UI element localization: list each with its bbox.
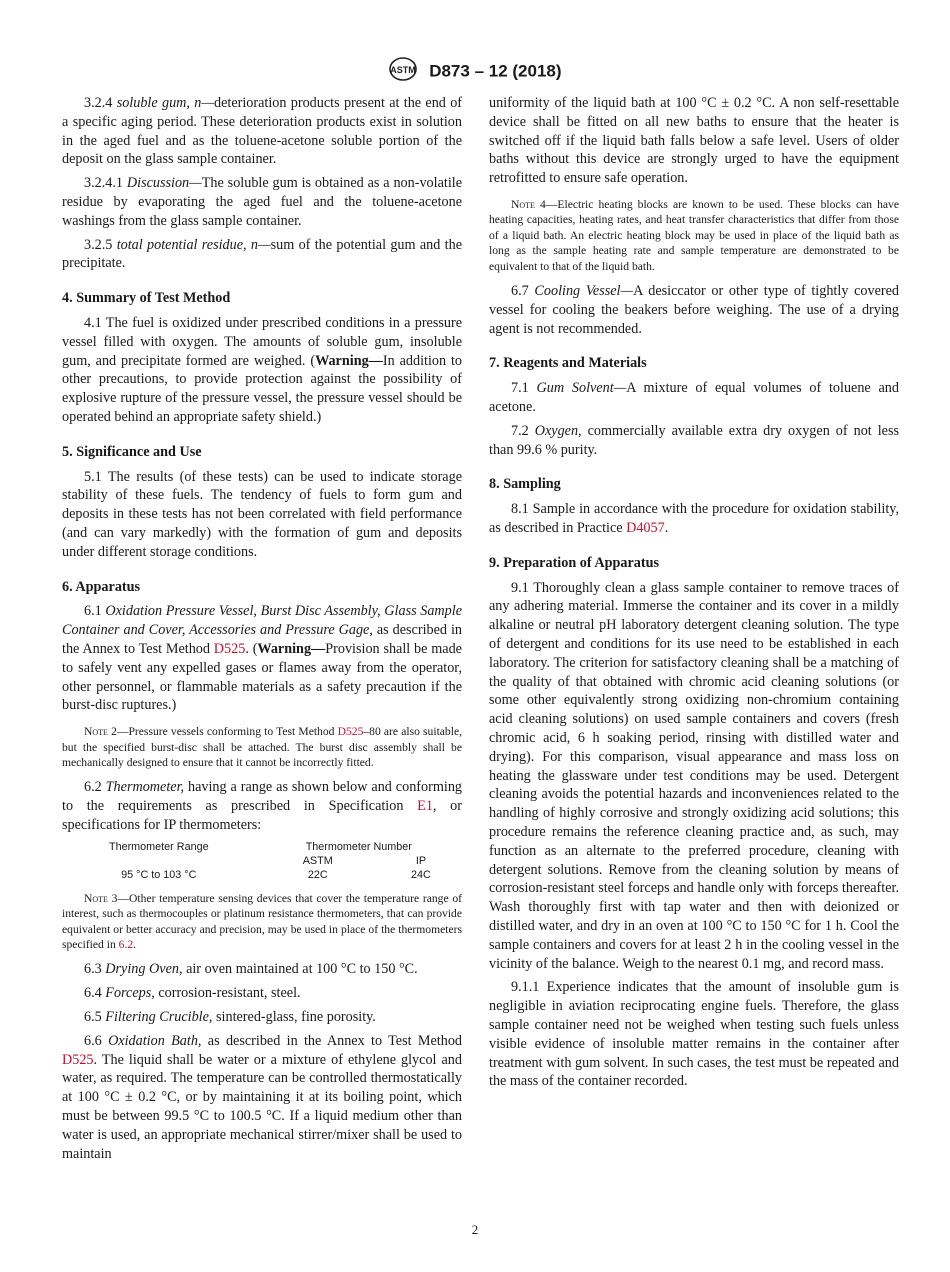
paragraph [489, 94, 899, 188]
text-run: sintered-glass, fine porosity. [212, 1008, 376, 1025]
text-run: 4.1 The fuel is oxidized under prescribed conditions in a pressure vessel filled with oxygen. The amounts of soluble gum, insoluble gum, and precipitate formed are weighed. ( [62, 314, 462, 369]
text-run: . [133, 937, 137, 951]
paragraph [62, 236, 462, 274]
note-paragraph [62, 891, 462, 953]
text-run: 7. Reagents and Materials [489, 355, 647, 372]
term-text: Gum Solvent— [536, 380, 627, 397]
text-run: . The liquid shall be water or a mixture of ethylene glycol and water, as required. The temperature can be controlled thermostatically at 100 °C ± 0.2 °C, or by maintaining it at its boiling point, which must be between 99.5 °C to 100.5 °C. If a liquid medium other than water is used, an appropriate mechanical stirrer/mixer shall be used to maintain [62, 1051, 462, 1162]
text-run: corrosion-resistant, steel. [154, 985, 301, 1002]
text-run: 6.6 [84, 1032, 109, 1049]
reference-link[interactable]: 6.2 [118, 937, 134, 951]
paragraph [489, 500, 899, 538]
text-run: deterioration products present at the end of a specific aging period. These deterioration products exist in solution in the aged fuel and as the toluene-acetone soluble portion of the deposit on the glass sample container. [62, 95, 463, 168]
text-run: as described in the Annex to Test Method [201, 1032, 463, 1049]
text-run: –80 are also suitable, but the specified burst-disc shall be attached. The burst disc assembly shall be mechanically designed to ensure that it cannot be incorrectly fitted. [62, 725, 462, 769]
text-run: uniformity of the liquid bath at 100 °C ± 0.2 °C. A non self-resettable device shall be fitted on all new baths to ensure that the heater is switched off if the liquid bath falls below a safe level. Users of older baths without this device are strongly urged to have the equipment retrofitted to ensure safe operation. [489, 95, 899, 187]
reference-link[interactable]: D4057 [626, 519, 665, 536]
term-text: Drying Oven, [105, 961, 183, 978]
text-run: 6.2 [84, 779, 106, 796]
term-text: total potential residue, n— [116, 236, 271, 253]
term-text: soluble gum, n— [116, 95, 214, 111]
text-run: 9. Preparation of Apparatus [489, 554, 659, 571]
text-run: 4. Summary of Test Method [62, 290, 231, 307]
table-cell-ip: 24C [411, 868, 431, 881]
paragraph [62, 1032, 462, 1164]
page-header [0, 56, 950, 87]
right-column [489, 94, 899, 1096]
text-run: 3.2.4 [84, 95, 117, 111]
reference-link[interactable]: D525 [213, 640, 246, 657]
note-paragraph [62, 724, 462, 770]
warning-label: Warning— [257, 640, 326, 657]
term-text: Oxidation Bath, [108, 1032, 202, 1049]
text-run: 9.1 Thoroughly clean a glass sample container to remove traces of any adhering material. Immerse the container and its cover in a mildly alkaline or neutral pH laboratory detergent cleaning solution. The type of detergent and conditions for its use need to be established in each laboratory. The criterion for satisfactory cleaning shall be a matching of the quality of that obtained with chromic acid cleaning solutions (or some other equivalently strong oxidizing non-chromium containing acid cleaning solutions) on used sample containers and covers (fresh chromic acid, 6 h soaking period, rinsing with distilled water and drying). For this comparison, visual appearance and mass loss on heating the glassware under test conditions may be used. Detergent cleaning avoids the potential hazards and inconveniences related to the handling of highly corrosive and strongly oxidizing acid solutions; this procedure remains the reference cleaning practice and, as such, may function as an alternate to the preferred procedure, cleaning with detergent solutions. Remove from the cleaning solution by means of corrosion-resistant steel forceps and handle only with forceps thereafter. Wash thoroughly first with tap water and then with deionized or distilled water, and dry in an oven at 100 °C to 150 °C for 1 h. Cool the sample containers and covers for at least 2 h in the cooling vessel in the vicinity of the balance. Weigh to the nearest 0.1 mg, and record mass. [489, 579, 899, 972]
paragraph [489, 379, 899, 417]
table-header-range: Thermometer Range [108, 840, 209, 853]
reference-link[interactable]: D525 [337, 725, 364, 739]
warning-label: Warning— [315, 352, 383, 369]
page-number: 2 [471, 1222, 479, 1237]
text-run: 7.1 [511, 380, 537, 397]
text-run: 8.1 Sample in accordance with the procedure for oxidation stability, as described in Practice [489, 501, 899, 536]
note-paragraph [489, 197, 899, 274]
text-run: A desiccator or other type of tightly covered vessel for cooling the beakers before weighing. The use of a drying agent is not recommended. [489, 283, 899, 337]
paragraph [62, 174, 462, 230]
term-text: Thermometer, [105, 779, 185, 796]
paragraph [62, 960, 462, 979]
term-text: Discussion— [126, 175, 202, 192]
section-heading [489, 475, 899, 494]
text-run: , or specifications for IP thermometers: [62, 798, 462, 833]
note-label: Note [84, 891, 108, 905]
paragraph [62, 1008, 462, 1027]
term-text: Oxygen, [534, 422, 582, 439]
term-text: Cooling Vessel— [534, 283, 634, 300]
note-label: Note [511, 197, 535, 211]
paragraph [62, 314, 462, 427]
paragraph [62, 94, 462, 169]
thermometer-table [62, 840, 462, 882]
text-run: 9.1.1 Experience indicates that the amount of insoluble gum is negligible in aviation reciprocating engine fuels. Therefore, the glass sample container need not be weighed when testing such fuels unless visible evidence of insoluble matter remains in the container after treatment with gum solvent. In such cases, the test must be repeated and the mass of the container recorded. [489, 979, 899, 1090]
text-run: sum of the potential gum and the precipitate. [62, 236, 463, 272]
term-text: Forceps, [105, 985, 155, 1002]
paragraph [489, 579, 899, 974]
text-run: 6.4 [84, 985, 106, 1002]
table-subheader-astm: ASTM [302, 854, 333, 867]
text-run: 5.1 The results (of these tests) can be used to indicate storage stability of these fuels. The tendency of fuels to form gum and deposits in these tests has not been correlated with field performance (and can vary markedly) with the formation of gum and deposits under different storage conditions. [62, 468, 462, 560]
text-run: Provision shall be made to safely vent any expelled gases or flames away from the operator, other personnel, or flammable materials as a safety precaution if the burst-disc ruptures.) [62, 640, 462, 714]
table-header-number: Thermometer Number [305, 840, 412, 853]
text-run: 6.7 [511, 283, 535, 300]
text-run: . [664, 519, 669, 536]
section-heading [62, 578, 462, 597]
text-run: In addition to other precautions, to provide protection against the possibility of explosive rupture of the pressure vessel, the pressure vessel should be operated behind an appropriate safety shield.) [62, 352, 462, 425]
section-heading [62, 443, 462, 462]
text-run: A mixture of equal volumes of toluene and acetone. [489, 380, 899, 415]
text-run: 8. Sampling [489, 476, 561, 493]
reference-link[interactable]: E1 [417, 798, 433, 815]
table-cell-astm: 22C [307, 868, 328, 881]
left-column [62, 94, 462, 1168]
text-run: 7.2 [511, 422, 535, 439]
section-heading [489, 354, 899, 373]
text-run: 2—Pressure vessels conforming to Test Method [107, 725, 338, 739]
document-designation: D873 – 12 (2018) [429, 61, 562, 81]
text-run: 3—Other temperature sensing devices that cover the temperature range of interest, such as thermocouples or platinum resistance thermometers, that can provide equivalent or better accuracy and precision, may be used in place of the thermometers specified in [62, 891, 462, 951]
text-run: . ( [245, 640, 258, 657]
paragraph [489, 422, 899, 460]
term-text: Oxidation Pressure Vessel, Burst Disc Assembly, Glass Sample Container and Cover, Accessories and Pressure Gage, [62, 603, 462, 639]
text-run: 3.2.5 [84, 236, 117, 253]
paragraph [62, 778, 462, 834]
text-run: as described in the Annex to Test Method [62, 622, 462, 657]
paragraph [62, 984, 462, 1003]
term-text: Filtering Crucible, [105, 1008, 213, 1025]
text-run: 6.3 [84, 961, 106, 978]
paragraph [489, 978, 899, 1091]
table-cell-range: 95 °C to 103 °C [121, 868, 197, 881]
text-run: air oven maintained at 100 °C to 150 °C. [182, 961, 418, 978]
svg-text:ASTM: ASTM [390, 65, 417, 75]
text-run: The soluble gum is obtained as a non-volatile residue by evaporating the aged fuel and the toluene-acetone washings from the glass sample container. [62, 175, 463, 229]
text-run: 5. Significance and Use [62, 443, 202, 460]
section-heading [62, 289, 462, 308]
text-run: 6. Apparatus [62, 578, 141, 595]
section-heading [489, 554, 899, 573]
paragraph [62, 468, 462, 562]
table-subheader-ip: IP [415, 854, 427, 867]
text-run: having a range as shown below and conforming to the requirements as prescribed in Specification [62, 779, 463, 815]
astm-logo-icon [388, 56, 418, 87]
text-run: 3.2.4.1 [84, 175, 127, 192]
text-run: commercially available extra dry oxygen of not less than 99.6 % purity. [489, 422, 899, 458]
text-run: 6.1 [84, 603, 106, 620]
paragraph [62, 602, 462, 715]
note-label: Note [84, 725, 108, 739]
text-run: 4—Electric heating blocks are known to be used. These blocks can have heating capacities, heating rates, and heat transfer characteristics that differ from those of a liquid bath. An electric heating block may be used in place of the liquid bath as long as the sample heating rate and sample temperature are demonstrated to be equivalent to that of the liquid bath. [489, 197, 899, 273]
reference-link[interactable]: D525 [62, 1051, 94, 1068]
paragraph [489, 282, 899, 338]
text-run: 6.5 [84, 1008, 106, 1025]
